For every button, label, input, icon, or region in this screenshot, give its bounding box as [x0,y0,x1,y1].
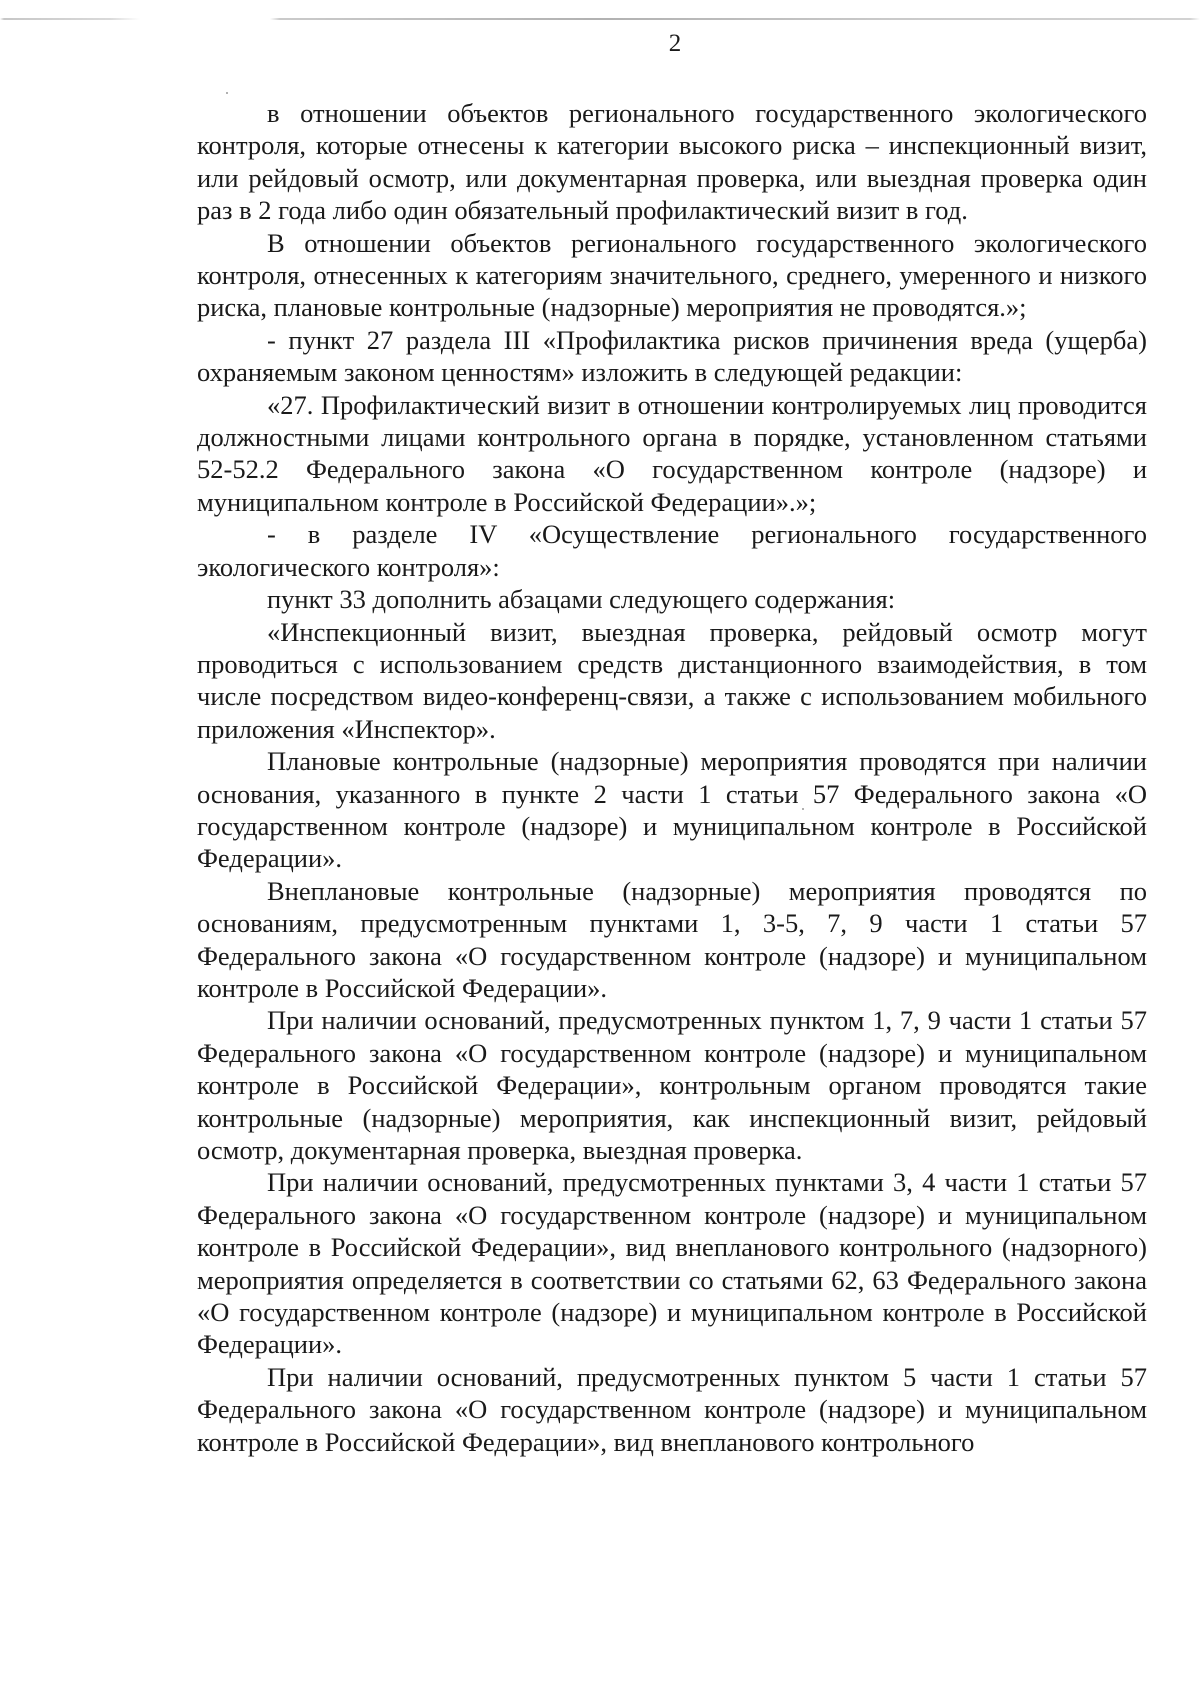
paragraph: В отношении объектов регионального государственного экологического контроля, отнесенных к категориям значительного, среднего, умеренного и низкого риска, плановые контрольные (надзорные) мероприятия не проводятся.»; [197,227,1147,323]
paragraph: «Инспекционный визит, выездная проверка, рейдовый осмотр могут проводиться с использованием средств дистанционного взаимодействия, в том числе посредством видео-конференц-связи, а также с использованием мобильного приложения «Инспектор». [197,616,1147,744]
paragraph: При наличии оснований, предусмотренных пунктом 1, 7, 9 части 1 статьи 57 Федерального закона «О государственном контроле (надзоре) и муниципальном контроле в Российской Федерации», контрольным органом проводятся такие контрольные (надзорные) мероприятия, как инспекционный визит, рейдовый осмотр, документарная проверка, выездная проверка. [197,1005,1147,1165]
scan-top-edge [0,18,1200,20]
paragraph: «27. Профилактический визит в отношении контролируемых лиц проводится должностными лицами контрольного органа в порядке, установленном статьями 52-52.2 Федерального закона «О государственном контроле (надзоре) и муниципальном контроле в Российской Федерации».»; [197,389,1147,517]
scan-speck [226,92,228,94]
paragraph: Плановые контрольные (надзорные) мероприятия проводятся при наличии основания, указанного в пункте 2 части 1 статьи 57 Федерального закона «О государственном контроле (надзоре) и муниципальном контроле в Российской Федерации». [197,746,1147,874]
paragraph: При наличии оснований, предусмотренных пунктом 5 части 1 статьи 57 Федерального закона «О государственном контроле (надзоре) и муниципальном контроле в Российской Федерации», вид внепланового контрольного [197,1361,1147,1457]
document-body [197,97,1147,1458]
page-number: 2 [668,30,682,57]
paragraph: пункт 33 дополнить абзацами следующего содержания: [267,584,896,615]
paragraph: в отношении объектов регионального государственного экологического контроля, которые отнесены к категории высокого риска – инспекционный визит, или рейдовый осмотр, или документарная проверка, или выездная проверка один раз в 2 года либо один обязательный профилактический визит в год. [197,98,1147,226]
paragraph: - пункт 27 раздела III «Профилактика рисков причинения вреда (ущерба) охраняемым законом ценностям» изложить в следующей редакции: [197,324,1147,388]
paragraph: При наличии оснований, предусмотренных пунктами 3, 4 части 1 статьи 57 Федерального закона «О государственном контроле (надзоре) и муниципальном контроле в Российской Федерации», вид внепланового контрольного (надзорного) мероприятия определяется в соответствии со статьями 62, 63 Федерального закона «О государственном контроле (надзоре) и муниципальном контроле в Российской Федерации». [197,1167,1147,1360]
paragraph: - в разделе IV «Осуществление регионального государственного экологического контроля»: [197,519,1147,582]
paragraph: Внеплановые контрольные (надзорные) мероприятия проводятся по основаниям, предусмотренным пунктами 1, 3-5, 7, 9 части 1 статьи 57 Федерального закона «О государственном контроле (надзоре) и муниципальном контроле в Российской Федерации». [197,875,1147,1003]
